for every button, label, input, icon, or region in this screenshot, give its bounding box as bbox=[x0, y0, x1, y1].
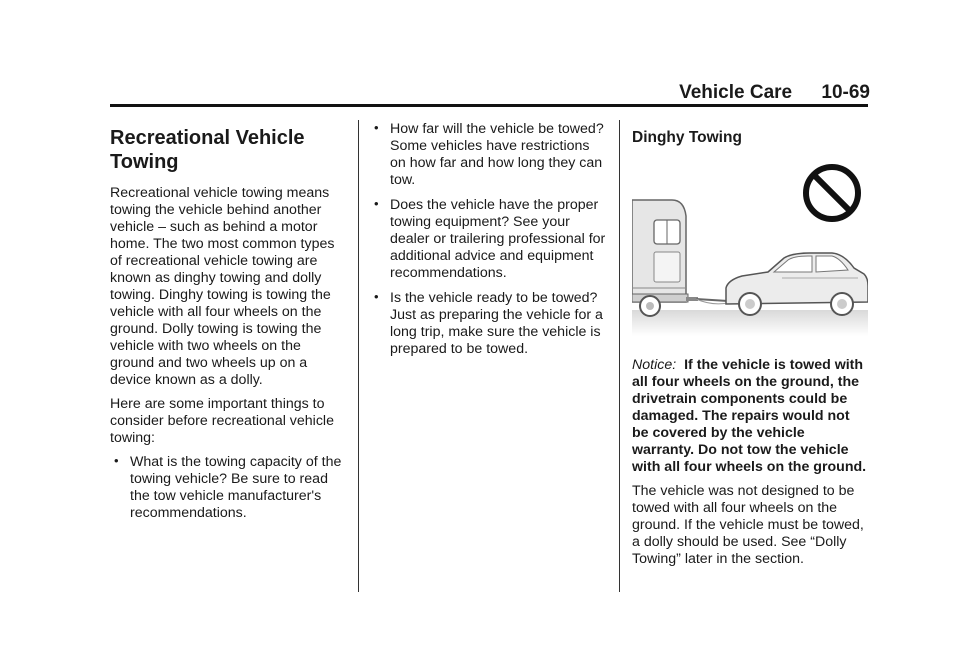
list-item-text: Does the vehicle have the proper towing equipment? See your dealer or trailering professional for additional advice and equipment recommendations. bbox=[390, 197, 606, 281]
column-divider-1 bbox=[358, 120, 359, 592]
dinghy-towing-illustration bbox=[632, 160, 868, 336]
column-1 bbox=[110, 118, 346, 530]
column-divider-2 bbox=[619, 120, 620, 592]
dinghy-towing-heading: Dinghy Towing bbox=[632, 129, 742, 146]
page-header bbox=[110, 82, 870, 104]
list-item-text: Is the vehicle ready to be towed? Just as preparing the vehicle for a long trip, make sure the vehicle is prepared to be towed. bbox=[390, 290, 603, 357]
intro-paragraph: Recreational vehicle towing means towing the vehicle behind another vehicle – such as behind a motor home. The two most common types of recreational vehicle towing are known as dinghy towing and dolly towing. Dinghy towing is towing the vehicle with all four wheels on the ground. Dolly towing is towing the vehicle with two wheels on the ground and two wheels up on a device known as a dolly. bbox=[110, 185, 335, 388]
bullet-icon: • bbox=[374, 196, 379, 211]
header-rule bbox=[110, 104, 868, 107]
considerations-paragraph: Here are some important things to consider before recreational vehicle towing: bbox=[110, 396, 334, 446]
header-page-number: 10-69 bbox=[821, 82, 870, 103]
notice-block bbox=[632, 357, 868, 476]
bullet-list-2 bbox=[370, 121, 606, 358]
column-2 bbox=[370, 121, 606, 366]
column-3 bbox=[632, 118, 868, 575]
list-item bbox=[370, 121, 606, 189]
list-item bbox=[370, 197, 606, 282]
bullet-icon: • bbox=[374, 289, 379, 304]
bullet-icon: • bbox=[374, 120, 379, 135]
list-item bbox=[110, 454, 346, 522]
list-item-text: What is the towing capacity of the towing vehicle? Be sure to read the tow vehicle manufacturer's recommendations. bbox=[130, 454, 342, 521]
motor-home-icon bbox=[632, 200, 698, 316]
notice-text: If the vehicle is towed with all four wheels on the ground, the drivetrain components could be damaged. The repairs would not be covered by the vehicle warranty. Do not tow the vehicle with all four wheels on the ground. bbox=[632, 357, 867, 475]
sedan-icon bbox=[726, 253, 868, 315]
header-section-title: Vehicle Care bbox=[679, 82, 793, 103]
bullet-icon: • bbox=[114, 453, 119, 468]
prohibited-icon bbox=[806, 167, 858, 219]
notice-label: Notice: bbox=[632, 357, 677, 373]
list-item-text: How far will the vehicle be towed? Some vehicles have restrictions on how far and how long they can tow. bbox=[390, 121, 604, 188]
dinghy-paragraph: The vehicle was not designed to be towed with all four wheels on the ground. If the vehicle must be towed, a dolly should be used. See “Dolly Towing” later in the section. bbox=[632, 483, 864, 567]
bullet-list-1 bbox=[110, 454, 346, 522]
section-title: Recreational Vehicle Towing bbox=[110, 127, 305, 173]
list-item bbox=[370, 290, 606, 358]
